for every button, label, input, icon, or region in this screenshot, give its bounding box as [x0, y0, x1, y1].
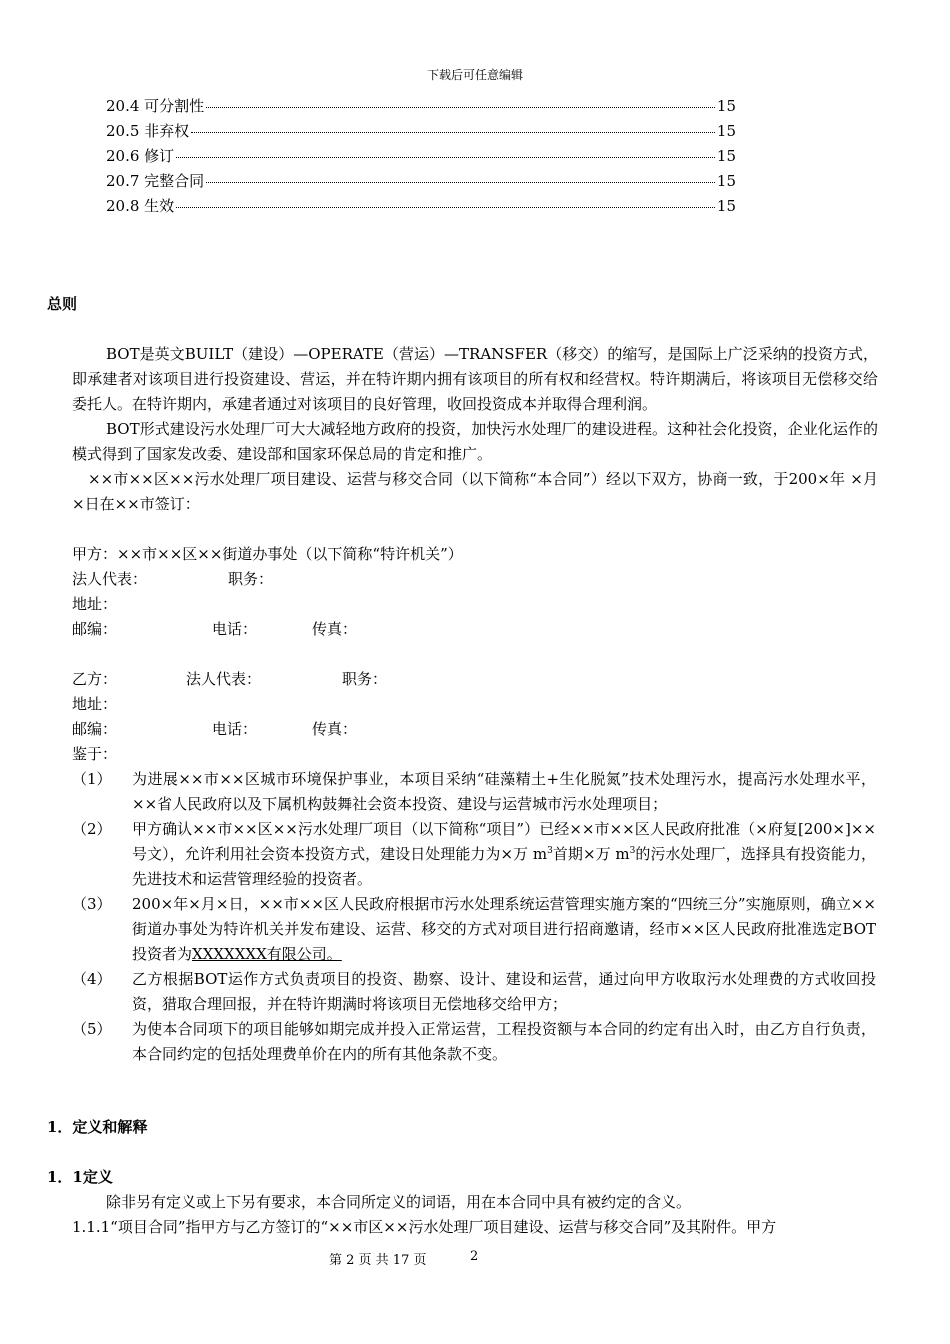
page-header: 下载后可任意编辑	[426, 68, 523, 82]
toc-page: 15	[716, 197, 736, 215]
party-b-legal-rep: 法人代表：	[186, 670, 262, 688]
toc-label: 20.5 非弃权	[106, 122, 190, 140]
whereas-label: 鉴于：	[72, 745, 118, 763]
whereas-item-number: （5）	[72, 1020, 112, 1038]
superscript: 3	[629, 846, 636, 856]
whereas-item-number: （2）	[72, 820, 112, 838]
party-b-fax: 传真：	[312, 720, 358, 738]
page-footer-text: 第 2 页 共 17 页	[329, 1253, 427, 1268]
toc-label: 20.8 生效	[106, 197, 175, 215]
whereas-item-text	[132, 892, 876, 967]
party-a-line: 甲方：××市××区××街道办事处（以下简称“特许机关”）	[72, 545, 463, 563]
party-a-legal-rep: 法人代表：	[72, 570, 148, 588]
party-a-fax: 传真：	[312, 620, 358, 638]
party-a-phone: 电话：	[212, 620, 258, 638]
toc-leader	[206, 182, 715, 183]
definition-1-1-1: 1.1.1“项目合同”指甲方与乙方签订的“××市区××污水处理厂项目建设、运营与移交合同”及其附件。甲方	[72, 1218, 777, 1236]
party-b-postcode: 邮编：	[72, 720, 118, 738]
subsection-title-definitions: 1．1定义	[47, 1168, 113, 1186]
page-footer-number: 2	[470, 1249, 479, 1264]
party-b-phone: 电话：	[212, 720, 258, 738]
whereas-item-text-part: 200×年×月×日，××市××区人民政府根据市污水处理系统运营管理实施方案的“四统三分”实施原则，确立××街道办事处为特许机关并发布建设、运营、移交的方式对项目进行招商邀请，经市××区人民政府批准选定BOT投资者为	[132, 895, 876, 963]
whereas-item-text: 为进展××市××区城市环境保护事业，本项目采纳“硅藻精土+生化脱氮”技术处理污水，提高污水处理水平，××省人民政府以及下属机构鼓舞社会资本投资、建设与运营城市污水处理项目；	[132, 770, 876, 813]
toc-entry[interactable]	[106, 120, 736, 141]
whereas-item-number: （4）	[72, 970, 112, 988]
whereas-item-number: （1）	[72, 770, 112, 788]
whereas-item-number: （3）	[72, 895, 112, 913]
toc-entry[interactable]	[106, 95, 736, 116]
toc-label: 20.6 修订	[106, 147, 175, 165]
whereas-item-text-part: 甲方确认××市××区××污水处理厂项目（以下简称“项目”）已经××市××区人民政府批准（×府复[200×]××号文），允许利用社会资本投资方式，建设日处理能力为×万 m	[132, 820, 876, 863]
toc-page: 15	[716, 122, 736, 140]
general-paragraph-3: ××市××区××污水处理厂项目建设、运营与移交合同（以下简称“本合同”）经以下双方，协商一致，于200×年 ×月×日在××市签订：	[72, 470, 878, 513]
party-b-address: 地址：	[72, 695, 118, 713]
party-a-postcode: 邮编：	[72, 620, 118, 638]
toc-leader	[206, 107, 715, 108]
whereas-item-text-part: 首期×万 m	[552, 845, 630, 863]
whereas-item-text-part: 的污水处理厂，选择具有投资能力，先进技术和运营管理经验的投资者。	[132, 845, 876, 888]
toc-leader	[176, 207, 715, 208]
party-b-position: 职务：	[342, 670, 388, 688]
toc-page: 15	[716, 172, 736, 190]
toc-label: 20.7 完整合同	[106, 172, 205, 190]
general-paragraph-2: BOT形式建设污水处理厂可大大减轻地方政府的投资，加快污水处理厂的建设进程。这种社会化投资，企业化运作的模式得到了国家发改委、建设部和国家环保总局的肯定和推广。	[72, 420, 878, 463]
section-title-general: 总则	[47, 295, 78, 313]
toc-leader	[191, 132, 715, 133]
toc-page: 15	[716, 97, 736, 115]
section-title-definitions: 1．定义和解释	[47, 1118, 148, 1136]
party-a-address: 地址：	[72, 595, 118, 613]
toc-entry[interactable]	[106, 170, 736, 191]
toc-label: 20.4 可分割性	[106, 97, 205, 115]
party-b-label: 乙方：	[72, 670, 118, 688]
investor-name-underlined: XXXXXXX有限公司。	[192, 945, 342, 963]
general-paragraph-1: BOT是英文BUILT（建设）—OPERATE（营运）—TRANSFER（移交）的缩写，是国际上广泛采纳的投资方式，即承建者对该项目进行投资建设、营运，并在特许期内拥有该项目的所有权和经营权。特许期满后，将该项目无偿移交给委托人。在特许期内，承建者通过对该项目的良好管理，收回投资成本并取得合理利润。	[72, 345, 878, 413]
definitions-paragraph: 除非另有定义或上下另有要求，本合同所定义的词语，用在本合同中具有被约定的含义。	[106, 1193, 692, 1211]
toc-entry[interactable]	[106, 145, 736, 166]
whereas-item-text: 乙方根据BOT运作方式负责项目的投资、勘察、设计、建设和运营，通过向甲方收取污水处理费的方式收回投资，猎取合理回报，并在特许期满时将该项目无偿地移交给甲方；	[132, 970, 876, 1013]
toc-entry[interactable]	[106, 195, 736, 216]
toc-page: 15	[716, 147, 736, 165]
toc-leader	[176, 157, 715, 158]
whereas-item-text: 为使本合同项下的项目能够如期完成并投入正常运营，工程投资额与本合同的约定有出入时，由乙方自行负责，本合同约定的包括处理费单价在内的所有其他条款不变。	[132, 1020, 876, 1063]
whereas-item-text	[132, 817, 876, 892]
party-a-position: 职务：	[228, 570, 274, 588]
superscript: 3	[547, 846, 553, 856]
